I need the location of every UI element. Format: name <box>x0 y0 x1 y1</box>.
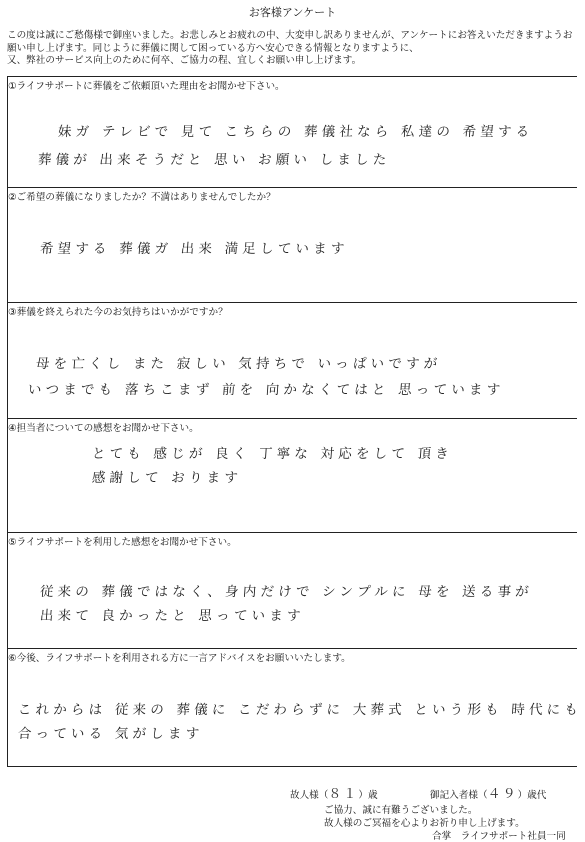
question-6-label: ⑥今後、ライフサポートを利用される方に一言アドバイスをお願いいたします。 <box>8 653 351 664</box>
question-2-label: ②ご希望の葬儀になりましたか？不満はありませんでしたか？ <box>8 192 276 203</box>
deceased-age-field <box>290 783 378 802</box>
deceased-age: ８１ <box>328 787 359 802</box>
answer-2-line-1: 希望する 葬儀ガ 出来 満足しています <box>39 241 350 257</box>
thanks-line-2: 故人様のご冥福を心よりお祈り申し上げます。 <box>324 818 525 829</box>
answer-3-line-2: いつまでも 落ちこまず 前を 向かなくてはと 思っています <box>27 382 505 398</box>
age-unit: ）歳 <box>358 790 378 801</box>
section-divider <box>7 766 577 767</box>
question-4-label: ④担当者についての感想をお聞かせ下さい。 <box>8 423 199 434</box>
answer-4-line-2: 感謝して おります <box>91 470 243 486</box>
writer-age: ４９ <box>487 787 518 802</box>
deceased-label: 故人様（ <box>290 790 329 801</box>
question-5-label: ⑤ライフサポートを利用した感想をお聞かせ下さい。 <box>8 537 237 548</box>
writer-label: 御記入者様（ <box>430 790 488 801</box>
answer-6-line-2: 合っている 気がします <box>17 726 204 742</box>
writer-unit: ）歳代 <box>517 790 547 801</box>
section-divider <box>7 187 577 188</box>
section-divider <box>7 302 577 303</box>
intro-text: この度は誠にご愁傷様で御座いました。お悲しみとお疲れの中、大変申し訳ありませんが、アンケートにお答えいただきますようお願い申し上げます。同じように葬儀に関して困っている方へ安心できる情報となりますように、 又、弊社のサービス向上のために何卒、ご協力の程、宜しくお願い申し上げます。 <box>7 30 573 66</box>
answer-1-line-2: 葬儀が 出来そうだと 思い お願い しました <box>37 152 391 168</box>
answer-6-line-1: これからは 従来の 葬儀に こだわらずに 大葬式 という形も 時代にも <box>17 702 583 718</box>
answer-1-line-1: 妹ガ テレビで 見て こちらの 葬儀社なら 私達の 希望する <box>57 124 534 140</box>
signature: 合掌 ライフサポート社員一同 <box>432 831 566 842</box>
answer-3-line-1: 母を亡くし また 寂しい 気持ちで いっぱいですが <box>35 356 442 372</box>
section-divider <box>7 648 577 649</box>
answer-5-line-1: 従来の 葬儀ではなく、身内だけで シンプルに 母を 送る事が <box>39 584 534 600</box>
page-title: お客様アンケート <box>248 6 337 19</box>
question-1-label: ①ライフサポートに葬儀をご依頼頂いた理由をお聞かせ下さい。 <box>8 81 285 92</box>
question-3-label: ③葬儀を終えられた今のお気持ちはいかがですか？ <box>8 307 228 318</box>
answer-4-line-1: とても 感じが 良く 丁寧な 対応をして 頂き <box>91 446 454 462</box>
writer-age-field <box>430 783 546 802</box>
thanks-line-1: ご協力、誠に有難うございました。 <box>324 805 478 816</box>
section-divider <box>7 418 577 419</box>
section-divider <box>7 532 577 533</box>
answer-5-line-2: 出来て 良かったと 思っています <box>39 608 306 624</box>
section-divider <box>7 76 577 77</box>
